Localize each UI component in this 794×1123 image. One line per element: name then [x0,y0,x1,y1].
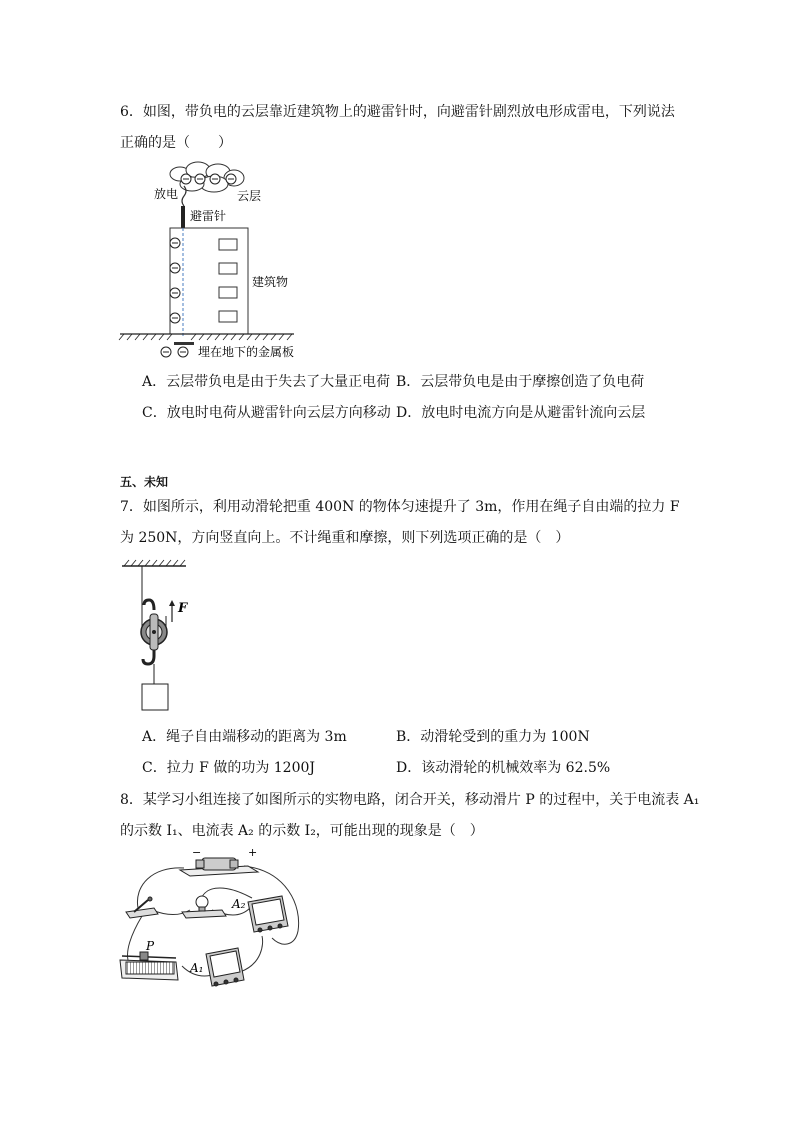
label-discharge: 放电 [154,187,179,201]
label-plate: 埋在地下的金属板 [198,345,295,359]
battery-minus: − [192,846,202,859]
q7-option-b: B．动滑轮受到的重力为 100N [396,729,590,745]
label-building: 建筑物 [252,275,289,289]
label-a1: A₁ [190,961,204,975]
metal-plate [174,342,194,345]
label-cloud: 云层 [237,189,262,203]
label-rod: 避雷针 [190,209,227,223]
pulley-figure [118,558,218,718]
battery-plus: + [248,846,258,859]
label-a2: A₂ [232,897,246,911]
label-force: F [178,601,188,616]
q7-stem-line2: 为 250N，方向竖直向上。不计绳重和摩擦，则下列选项正确的是（ ） [120,530,570,546]
q6-option-d: D．放电时电流方向是从避雷针流向云层 [396,405,646,421]
lightning-rod [181,206,185,228]
bottom-hook-icon [143,650,154,664]
q7-stem-line1: 7．如图所示，利用动滑轮把重 400N 的物体匀速提升了 3m，作用在绳子自由端的拉力 F [120,499,680,515]
circuit-figure [112,846,312,996]
top-hook-icon [144,600,154,610]
ammeter-a1 [206,948,244,986]
battery [180,858,258,876]
q6-stem-line2: 正确的是（ ） [120,135,232,151]
q7-option-c: C．拉力 F 做的功为 1200J [142,760,316,776]
section-title: 五、未知 [120,475,169,489]
q6-option-a: A．云层带负电是由于失去了大量正电荷 [142,374,391,390]
q7-option-a: A．绳子自由端移动的距离为 3m [142,729,347,745]
bulb-icon [182,896,226,918]
ammeter-a2 [248,896,288,932]
label-p: P [146,939,155,953]
q8-stem-line1: 8．某学习小组连接了如图所示的实物电路，闭合开关，移动滑片 P 的过程中，关于电流表 A₁ [120,792,700,808]
load-block [142,684,168,710]
plate-charges [161,347,188,357]
lightning-figure [118,160,318,360]
q6-option-c: C．放电时电荷从避雷针向云层方向移动 [142,405,391,421]
q6-option-b: B．云层带负电是由于摩擦创造了负电荷 [396,374,645,390]
q6-stem-line1: 6．如图，带负电的云层靠近建筑物上的避雷针时，向避雷针剧烈放电形成雷电，下列说法 [120,104,675,120]
switch [126,897,158,918]
q7-option-d: D．该动滑轮的机械效率为 62.5% [396,760,611,776]
rheostat [120,952,178,980]
q8-stem-line2: 的示数 I₁、电流表 A₂ 的示数 I₂，可能出现的现象是（ ） [120,823,484,839]
